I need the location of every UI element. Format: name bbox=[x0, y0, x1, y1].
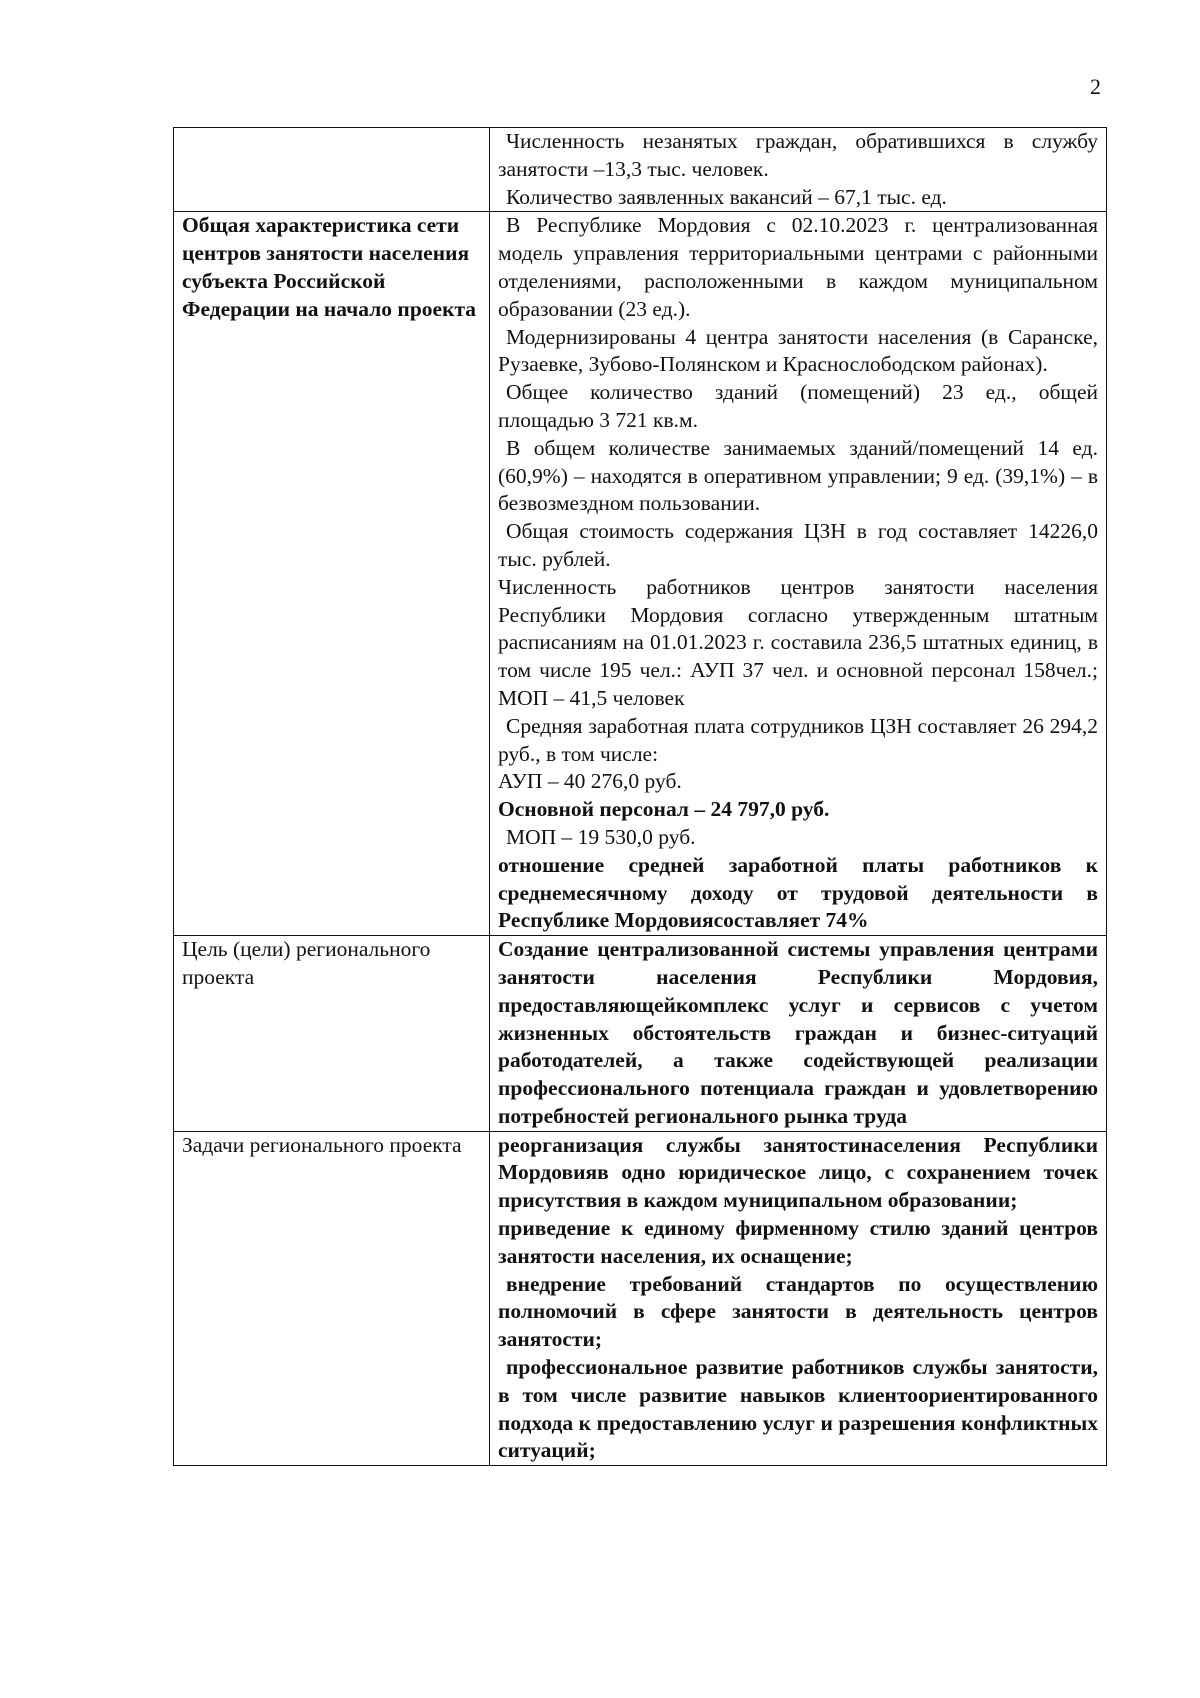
paragraph: реорганизация службы занятостинаселения Республики Мордовияв одно юридическое лицо, с сохранением точек присутствия в каждом муниципальном образовании; bbox=[498, 1132, 1098, 1213]
paragraph: В Республике Мордовия с 02.10.2023 г. централизованная модель управления территориальными центрами с районными отделениями, расположенными в каждом муниципальном образовании (23 ед.). bbox=[498, 213, 1098, 321]
row-content-cell bbox=[490, 1131, 1107, 1466]
paragraph: Численность незанятых граждан, обратившихся в службу занятости –13,3 тыс. человек. bbox=[498, 129, 1098, 181]
row-content-cell bbox=[490, 212, 1107, 936]
table-row bbox=[174, 128, 1107, 212]
paragraph: профессиональное развитие работников службы занятости, в том числе развитие навыков клиентоориентированного подхода к предоставлению услуг и разрешения конфликтных ситуаций; bbox=[498, 1355, 1098, 1463]
row-label-cell bbox=[174, 936, 490, 1132]
row-label-cell bbox=[174, 212, 490, 936]
table-row bbox=[174, 212, 1107, 936]
paragraph: Общая стоимость содержания ЦЗН в год составляет 14226,0 тыс. рублей. bbox=[498, 519, 1098, 571]
paragraph: приведение к единому фирменному стилю зданий центров занятости населения, их оснащение; bbox=[498, 1216, 1098, 1268]
paragraph: МОП – 19 530,0 руб. bbox=[506, 824, 696, 849]
paragraph: Средняя заработная плата сотрудников ЦЗН составляет 26 294,2 руб., в том числе: bbox=[498, 713, 1098, 766]
paragraph: Общее количество зданий (помещений) 23 ед., общей площадью 3 721 кв.м. bbox=[498, 380, 1098, 432]
paragraph: АУП – 40 276,0 руб. bbox=[498, 769, 682, 794]
paragraph: внедрение требований стандартов по осуществлению полномочий в сфере занятости в деятельность центров занятости; bbox=[498, 1271, 1098, 1352]
row-label: Общая характеристика сети центров занятости населения субъекта Российской Федерации на начало проекта bbox=[182, 213, 477, 321]
row-content-cell bbox=[490, 128, 1107, 212]
paragraph: Модернизированы 4 центра занятости населения (в Саранске, Рузаевке, Зубово-Полянском и Краснослободском районах). bbox=[498, 324, 1098, 377]
paragraph: Количество заявленных вакансий – 67,1 тыс. ед. bbox=[506, 184, 947, 209]
table-row bbox=[174, 1131, 1107, 1466]
paragraph: Численность работников центров занятости населения Республики Мордовия согласно утвержденным штатным расписаниям на 01.01.2023 г. составила 236,5 штатных единиц, в том числе 195 чел.: АУП 37 чел. и основной персонал 158чел.; МОП – 41,5 человек bbox=[498, 574, 1098, 710]
row-label: Цель (цели) регионального проекта bbox=[182, 937, 431, 989]
paragraph: Создание централизованной системы управления центрами занятости населения Республики Мордовия, предоставляющейкомплекс услуг и сервисов с учетом жизненных обстоятельств граждан и бизнес-ситуаций работодателей, а также содействующей реализации профессионального потенциала граждан и удовлетворению потребностей регионального рынка труда bbox=[498, 937, 1098, 1128]
paragraph: отношение средней заработной платы работников к среднемесячному доходу от трудовой деятельности в Республике Мордовиясоставляет 74% bbox=[498, 852, 1098, 933]
row-label-cell bbox=[174, 128, 490, 212]
page-number: 2 bbox=[1090, 74, 1101, 99]
paragraph: Основной персонал – 24 797,0 руб. bbox=[498, 797, 830, 822]
project-passport-table bbox=[173, 127, 1107, 1466]
table-row bbox=[174, 936, 1107, 1132]
row-label: Задачи регионального проекта bbox=[182, 1132, 462, 1157]
row-content-cell bbox=[490, 936, 1107, 1132]
row-label-cell bbox=[174, 1131, 490, 1466]
paragraph: В общем количестве занимаемых зданий/помещений 14 ед. (60,9%) – находятся в оперативном управлении; 9 ед. (39,1%) – в безвозмездном пользовании. bbox=[498, 435, 1098, 516]
